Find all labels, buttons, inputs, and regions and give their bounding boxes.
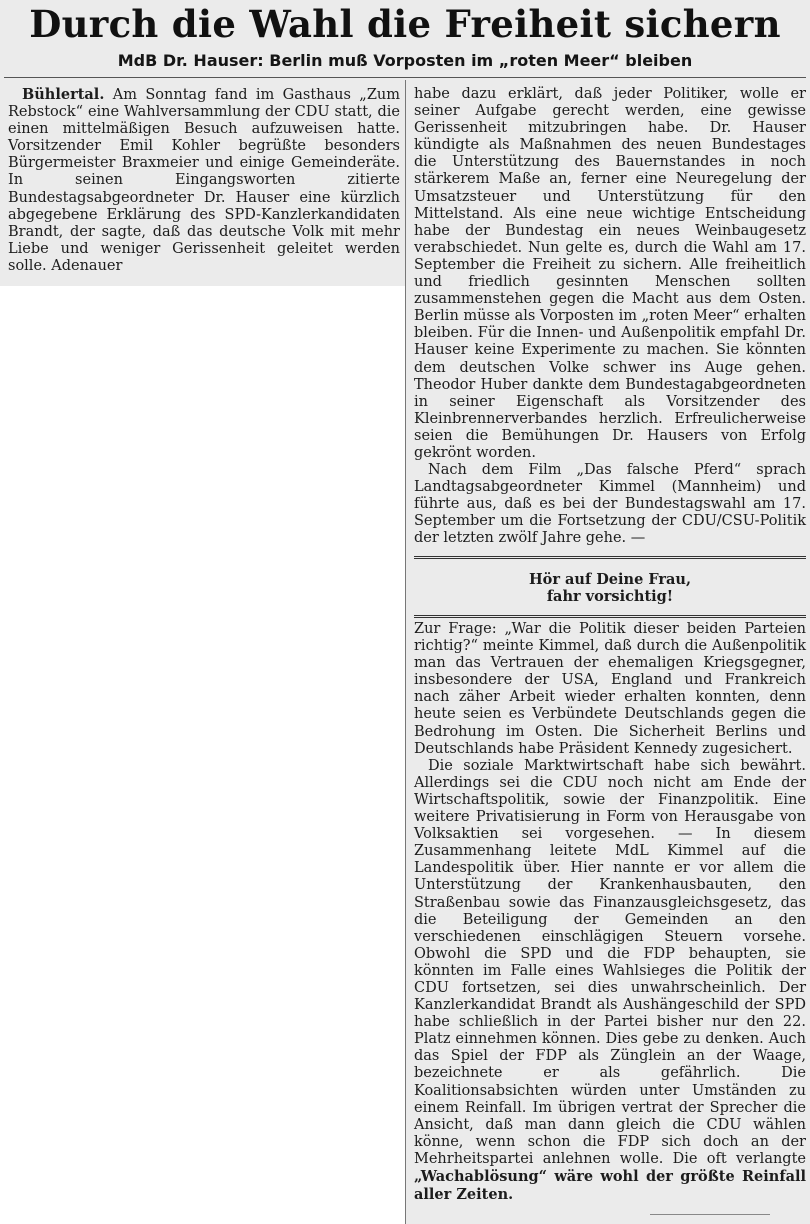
column-3-text: Die soziale Marktwirtschaft habe sich bewährt. Allerdings sei die CDU noch nicht am Ende der Wirtschaftspolitik, sowie der Finanzpolitik. Eine weitere Privatisierung in Form von Herausgabe von Volksaktien sei vorgesehen. — In diesem Zusammenhang leitete MdL Kimmel auf die Landespolitik über. Hier nannte er vor allem die Unterstützung der Krankenhausbauten, den Straßenbau sowie das Finanzausgleichsgesetz, das die Beteiligung der Gemeinden an den verschiedenen einschlägigen Steuern vorsehe. Obwohl die SPD und die FDP behaupten, sie könnten im Falle eines Wahlsieges die Politik der CDU fortsetzen, sei dies unwahrscheinlich. Der Kanzlerkandidat Brandt als Aushängeschild der SPD habe schließlich in der Partei bisher nur den 22. Platz einnehmen können. Dies gebe zu denken. Auch das Spiel der FDP als Zünglein an der Waage, bezeichnete er als gefährlich. Die Koalitionsabsichten würden unter Umständen zu einem Reinfall. Im übrigen vertrat der Sprecher die Ansicht, daß man dann gleich die CDU wählen könne, wenn schon die FDP sich doch an der Mehrheitspartei anlehnen wolle. Die oft verlangte (414, 757, 806, 1167)
safety-notice-box (414, 556, 806, 618)
column-2-paragraph-1: habe dazu erklärt, daß jeder Politiker, wolle er seiner Aufgabe gerecht werden, eine gewisse Gerissenheit mitzubringen habe. Dr. Hauser kündigte als Maßnahmen des neuen Bundestages die Unterstützung des Bauernstandes in noch stärkerem Maße an, ferner eine Neuregelung der Umsatzsteuer und Unterstützung für den Mittelstand. Als eine neue wichtige Entscheidung habe der Bundestag ein neues Weinbaugesetz verabschiedet. Nun gelte es, durch die Wahl am 17. September die Freiheit zu sichern. Alle freiheitlich und friedlich gesinnten Menschen sollten zusammenstehen gegen die Macht aus dem Osten. Berlin müsse als Vorposten im „roten Meer“ erhalten bleiben. Für die Innen- und Außenpolitik empfahl Dr. Hauser keine Experimente zu machen. Sie könnten dem deutschen Volke schwer ins Auge gehen. Theodor Huber dankte dem Bundestagabgeordneten in seiner Eigenschaft als Vorsitzender des Kleinbrennerverbandes herzlich. Erfreulicherweise seien die Bemühungen Dr. Hausers von Erfolg gekrönt worden. (414, 86, 806, 461)
header-rule (4, 77, 806, 78)
column-1-paragraph (8, 86, 400, 275)
column-3-paragraph-1: Zur Frage: „War die Politik dieser beiden Parteien richtig?“ meinte Kimmel, daß durch die Außenpolitik man das Vertrauen der ehemaligen Kriegsgegner, insbesondere der USA, England und Frankreich nach zäher Arbeit wieder erhalten konnten, denn heute seien es Verbündete Deutschlands gegen die Bedrohung im Osten. Die Sicherheit Berlins und Deutschlands habe Präsident Kennedy zugesichert. (414, 621, 806, 757)
article-headline: Durch die Wahl die Freiheit sichern (29, 2, 781, 46)
column-3-paragraph-2 (414, 758, 806, 1204)
column-1-text: Am Sonntag fand im Gasthaus „Zum Rebstock“ eine Wahlversammlung der CDU statt, die einen mittelmäßigen Besuch aufzuweisen hatte. Vorsitzender Emil Kohler begrüßte besonders Bürgermeister Braxmeier und einige Gemeinderäte. In seinen Eingangsworten zitierte Bundestagsabgeordneter Dr. Hauser eine kürzlich abgegebene Erklärung des SPD-Kanzlerkandidaten Brandt, der sagte, daß das deutsche Volk mit mehr Liebe und weniger Gerissenheit geleitet werden solle. Adenauer (8, 87, 400, 274)
article-subheadline: MdB Dr. Hauser: Berlin muß Vorposten im „roten Meer“ bleiben (117, 51, 693, 70)
dateline: Bühlertal. (22, 86, 105, 103)
article-column-3 (414, 621, 806, 1204)
column-2-paragraph-2: Nach dem Film „Das falsche Pferd“ sprach Landtagsabgeordneter Kimmel (Mannheim) und führte aus, daß es bei der Bundestagswahl am 17. September um die Fortsetzung der CDU/CSU-Politik der letzten zwölf Jahre gehe. — (414, 462, 806, 547)
column-3-bold-ending: „Wachablösung“ wäre wohl der größte Reinfall aller Zeiten. (414, 1168, 806, 1204)
article-column-1 (8, 86, 400, 275)
safety-notice-line-2: fahr vorsichtig! (546, 588, 674, 605)
article-column-2 (414, 86, 806, 548)
safety-notice-line-1: Hör auf Deine Frau, (528, 571, 692, 588)
column-divider (405, 80, 406, 1224)
end-rule (650, 1214, 770, 1215)
